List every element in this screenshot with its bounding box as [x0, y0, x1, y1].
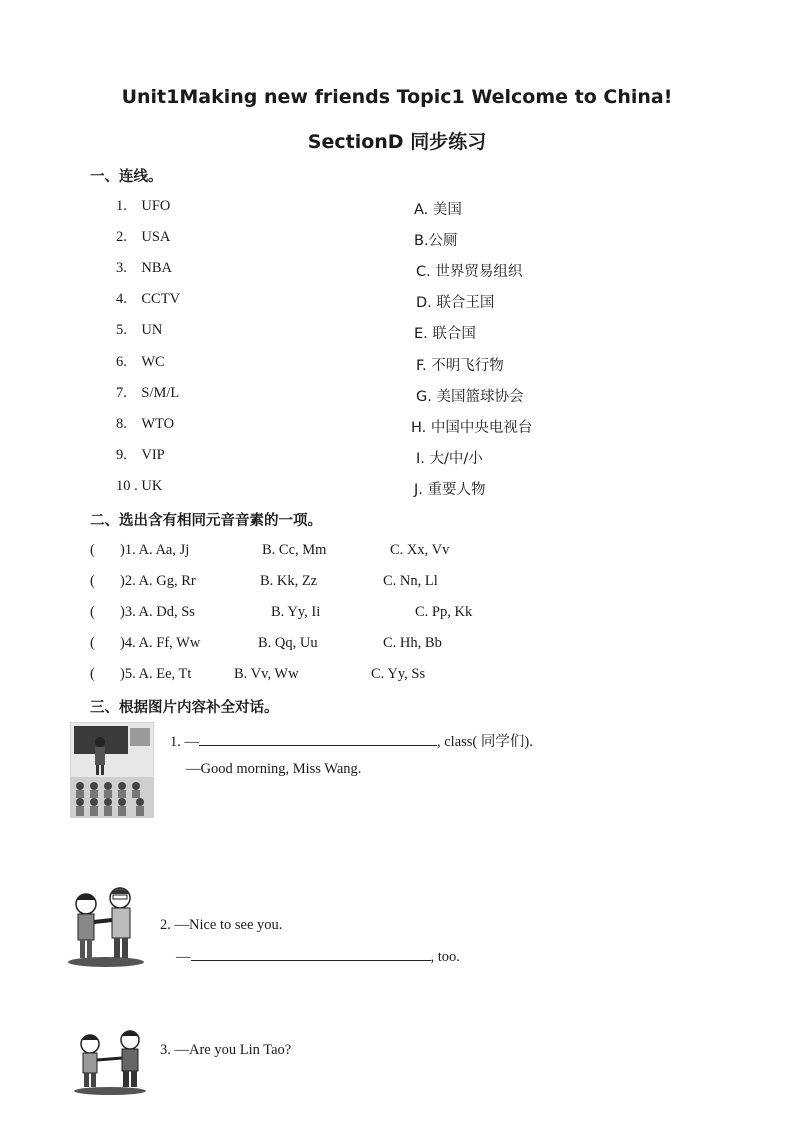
- question3-line: 3. —Are you Lin Tao?: [160, 1042, 292, 1058]
- matching-left-item: 5. UN: [116, 322, 163, 339]
- matching-right-item: D. 联合王国: [416, 295, 495, 312]
- matching-left-item: 10 . UK: [116, 477, 163, 494]
- answer-paren: (: [90, 666, 95, 682]
- matching-right-item: F. 不明飞行物: [416, 357, 504, 374]
- question2-line: 2. —Nice to see you.: [160, 917, 283, 933]
- option-b: B. Cc, Mm: [262, 542, 327, 558]
- answer-paren: (: [90, 542, 95, 558]
- matching-right-item: J. 重要人物: [414, 481, 486, 498]
- matching-right-item: I. 大/中/小: [416, 450, 483, 467]
- matching-right-item: A. 美国: [414, 202, 462, 218]
- option-c: C. Yy, Ss: [371, 666, 426, 682]
- answer-paren: (: [90, 635, 95, 651]
- matching-right-item: E. 联合国: [414, 326, 476, 343]
- option-a: )5. A. Ee, Tt: [120, 666, 192, 682]
- answer-paren: (: [90, 573, 95, 589]
- section2-heading: 二、选出含有相同元音音素的一项。: [90, 513, 322, 529]
- option-c: C. Xx, Vv: [390, 542, 450, 558]
- option-a: )4. A. Ff, Ww: [120, 635, 201, 651]
- option-a: )2. A. Gg, Rr: [120, 573, 196, 589]
- question2-response: — , too.: [176, 949, 460, 965]
- option-c: C. Pp, Kk: [415, 604, 473, 620]
- option-b: B. Yy, Ii: [271, 604, 321, 620]
- section1-heading: 一、连线。: [90, 169, 163, 185]
- matching-right-item: G. 美国篮球协会: [416, 388, 524, 405]
- option-b: B. Kk, Zz: [260, 573, 318, 589]
- page-title: Unit1Making new friends Topic1 Welcome to China!: [121, 86, 673, 108]
- option-a: )3. A. Dd, Ss: [120, 604, 195, 620]
- matching-left-item: 1. UFO: [116, 198, 171, 214]
- option-c: C. Hh, Bb: [383, 635, 442, 651]
- matching-right-item: B.公厕: [414, 233, 458, 250]
- two-boys-illustration: [72, 1028, 148, 1096]
- matching-left-item: 6. WC: [116, 353, 165, 370]
- matching-right-item: H. 中国中央电视台: [411, 419, 533, 436]
- page-subtitle: SectionD 同步练习: [307, 131, 487, 153]
- question1-response: —Good morning, Miss Wang.: [186, 761, 362, 777]
- matching-left-item: 8. WTO: [116, 415, 175, 432]
- answer-paren: (: [90, 604, 95, 620]
- matching-right-item: C. 世界贸易组织: [416, 264, 523, 281]
- matching-left-item: 7. S/M/L: [116, 384, 180, 401]
- answer-blank-2[interactable]: [191, 948, 431, 961]
- option-a: )1. A. Aa, Jj: [120, 542, 190, 558]
- classroom-illustration: [70, 722, 154, 818]
- section3-heading: 三、根据图片内容补全对话。: [90, 700, 279, 716]
- handshake-illustration: [66, 884, 146, 968]
- option-c: C. Nn, Ll: [383, 573, 438, 589]
- answer-blank-1[interactable]: [199, 733, 437, 746]
- matching-left-item: 4. CCTV: [116, 291, 181, 308]
- matching-left-item: 9. VIP: [116, 446, 165, 463]
- option-b: B. Qq, Uu: [258, 635, 318, 651]
- matching-left-item: 2. USA: [116, 229, 171, 246]
- question1-line: 1. — , class( 同学们).: [170, 734, 533, 750]
- option-b: B. Vv, Ww: [234, 666, 299, 682]
- matching-left-item: 3. NBA: [116, 260, 172, 277]
